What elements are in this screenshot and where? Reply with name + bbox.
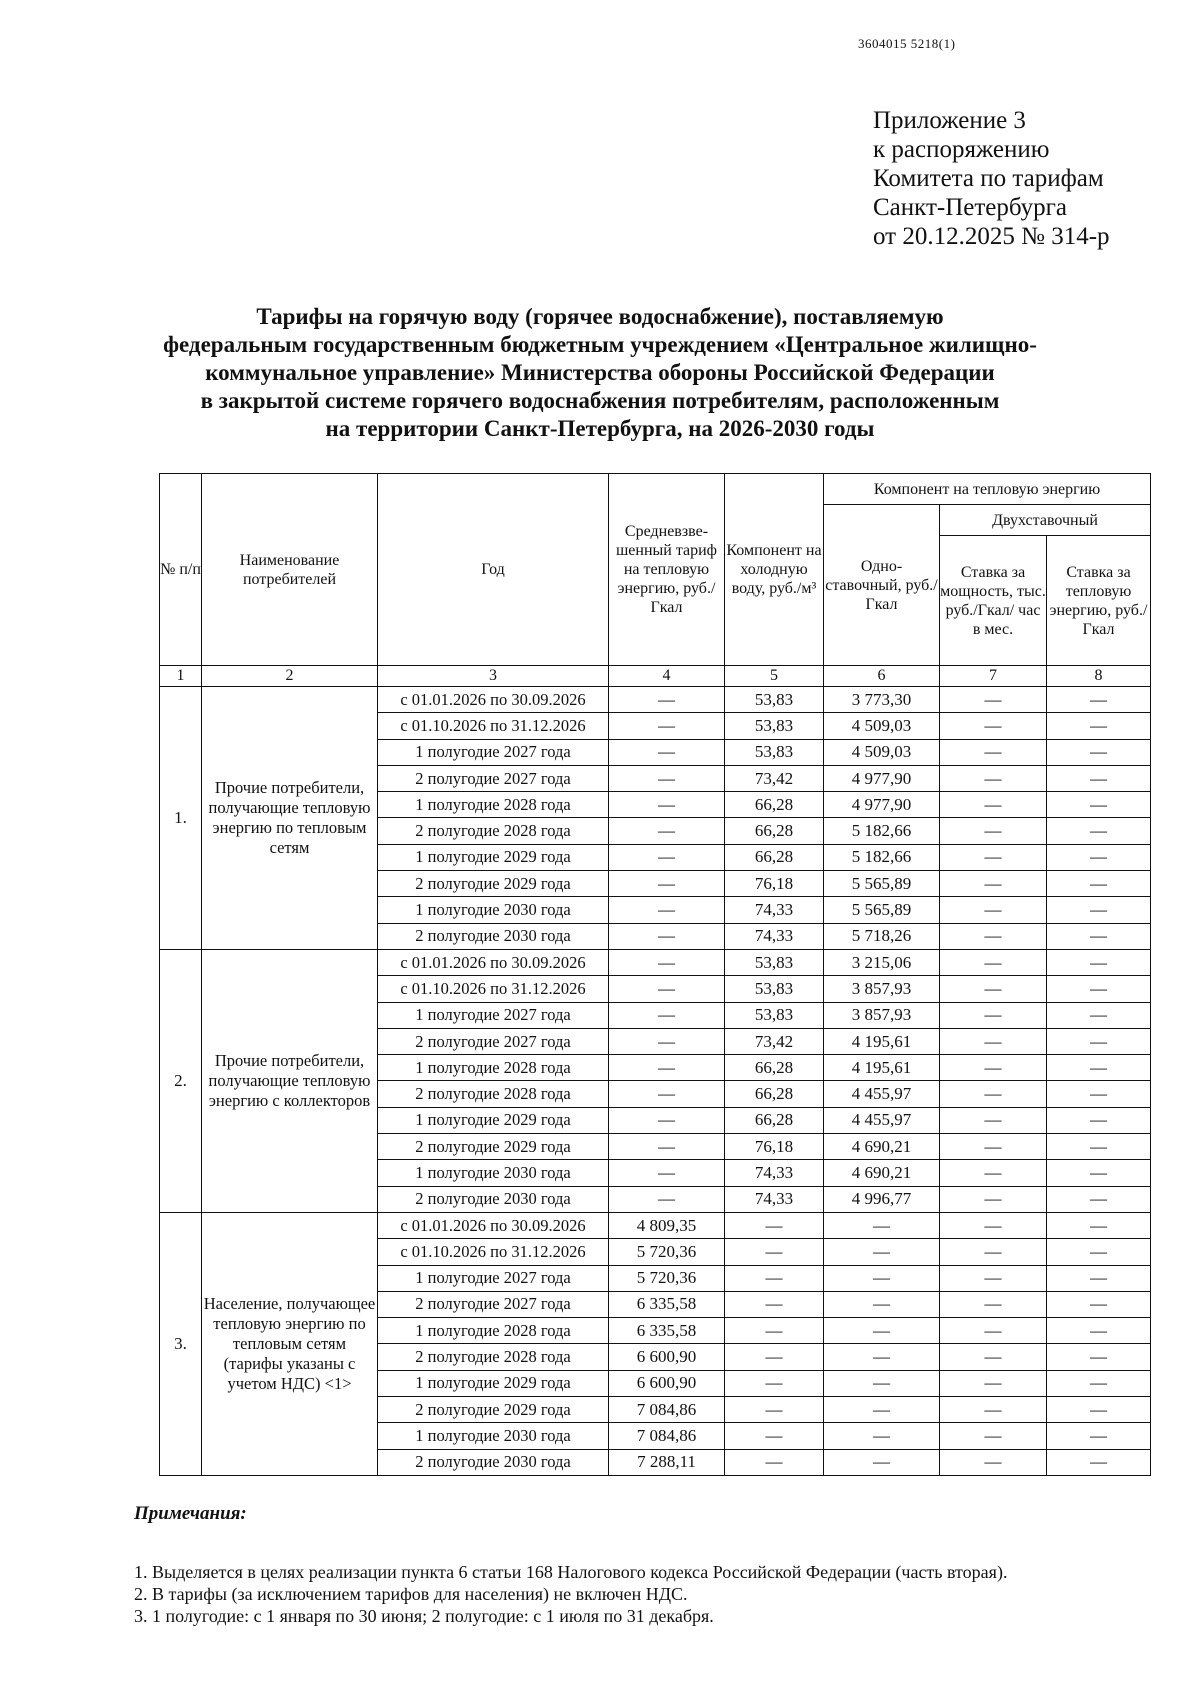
period-cell: с 01.10.2026 по 31.12.2026: [378, 976, 609, 1002]
energy-rate-cell: —: [1047, 1055, 1151, 1081]
header-single-rate: Одно-ставочный, руб./Гкал: [824, 505, 940, 666]
cold-water-cell: 66,28: [725, 818, 824, 844]
note-item: 3. 1 полугодие: с 1 января по 30 июня; 2 полугодие: с 1 июля по 31 декабря.: [134, 1606, 714, 1626]
cold-water-cell: —: [725, 1318, 824, 1344]
table-row: [160, 1212, 1151, 1238]
header-energy-rate: Ставка за тепловую энергию, руб./Гкал: [1047, 536, 1151, 666]
capacity-rate-cell: —: [940, 1160, 1047, 1186]
cold-water-cell: —: [725, 1397, 824, 1423]
group-number-cell: 3.: [160, 1212, 202, 1475]
period-cell: с 01.10.2026 по 31.12.2026: [378, 1239, 609, 1265]
cold-water-cell: —: [725, 1291, 824, 1317]
weighted-tariff-cell: —: [609, 687, 725, 713]
energy-rate-cell: —: [1047, 1212, 1151, 1238]
single-rate-cell: 4 977,90: [824, 765, 940, 791]
column-number: 8: [1047, 666, 1151, 687]
group-number-cell: 2.: [160, 949, 202, 1212]
header-two-rate: Двухставочный: [940, 505, 1151, 536]
single-rate-cell: —: [824, 1423, 940, 1449]
period-cell: 1 полугодие 2029 года: [378, 1107, 609, 1133]
cold-water-cell: 73,42: [725, 1028, 824, 1054]
capacity-rate-cell: —: [940, 1028, 1047, 1054]
period-cell: 2 полугодие 2027 года: [378, 1028, 609, 1054]
period-cell: 1 полугодие 2029 года: [378, 844, 609, 870]
capacity-rate-cell: —: [940, 1055, 1047, 1081]
single-rate-cell: —: [824, 1397, 940, 1423]
weighted-tariff-cell: 5 720,36: [609, 1265, 725, 1291]
energy-rate-cell: —: [1047, 976, 1151, 1002]
capacity-rate-cell: —: [940, 1239, 1047, 1265]
energy-rate-cell: —: [1047, 949, 1151, 975]
title-line: Тарифы на горячую воду (горячее водоснабжение), поставляемую: [256, 304, 944, 329]
cold-water-cell: —: [725, 1423, 824, 1449]
header-capacity-rate: Ставка за мощность, тыс. руб./Гкал/ час в мес.: [940, 536, 1047, 666]
period-cell: с 01.01.2026 по 30.09.2026: [378, 687, 609, 713]
weighted-tariff-cell: 7 288,11: [609, 1449, 725, 1475]
period-cell: 1 полугодие 2027 года: [378, 739, 609, 765]
period-cell: 1 полугодие 2030 года: [378, 1423, 609, 1449]
cold-water-cell: 76,18: [725, 1134, 824, 1160]
energy-rate-cell: —: [1047, 818, 1151, 844]
weighted-tariff-cell: —: [609, 739, 725, 765]
energy-rate-cell: —: [1047, 897, 1151, 923]
single-rate-cell: —: [824, 1265, 940, 1291]
period-cell: с 01.01.2026 по 30.09.2026: [378, 1212, 609, 1238]
single-rate-cell: 3 215,06: [824, 949, 940, 975]
period-cell: 2 полугодие 2030 года: [378, 1186, 609, 1212]
capacity-rate-cell: —: [940, 1344, 1047, 1370]
energy-rate-cell: —: [1047, 1002, 1151, 1028]
cold-water-cell: 74,33: [725, 1186, 824, 1212]
capacity-rate-cell: —: [940, 687, 1047, 713]
energy-rate-cell: —: [1047, 1423, 1151, 1449]
cold-water-cell: 53,83: [725, 739, 824, 765]
period-cell: 1 полугодие 2028 года: [378, 792, 609, 818]
energy-rate-cell: —: [1047, 792, 1151, 818]
document-title: [60, 303, 1140, 443]
weighted-tariff-cell: 6 335,58: [609, 1318, 725, 1344]
energy-rate-cell: —: [1047, 1186, 1151, 1212]
single-rate-cell: 4 509,03: [824, 713, 940, 739]
weighted-tariff-cell: 4 809,35: [609, 1212, 725, 1238]
header-heat-component: Компонент на тепловую энергию: [824, 474, 1151, 505]
header-weighted-tariff: Средневзве-шенный тариф на тепловую энергию, руб./Гкал: [609, 474, 725, 666]
energy-rate-cell: —: [1047, 1449, 1151, 1475]
weighted-tariff-cell: —: [609, 1107, 725, 1133]
cold-water-cell: 74,33: [725, 1160, 824, 1186]
cold-water-cell: —: [725, 1265, 824, 1291]
note-item: 1. Выделяется в целях реализации пункта 6 статьи 168 Налогового кодекса Российской Федерации (часть вторая).: [134, 1562, 1008, 1582]
energy-rate-cell: —: [1047, 1344, 1151, 1370]
energy-rate-cell: —: [1047, 1160, 1151, 1186]
single-rate-cell: 4 195,61: [824, 1028, 940, 1054]
capacity-rate-cell: —: [940, 765, 1047, 791]
notes-block: [134, 1503, 1007, 1627]
period-cell: 2 полугодие 2030 года: [378, 1449, 609, 1475]
period-cell: 1 полугодие 2028 года: [378, 1318, 609, 1344]
weighted-tariff-cell: —: [609, 1160, 725, 1186]
weighted-tariff-cell: —: [609, 1002, 725, 1028]
group-number-cell: 1.: [160, 687, 202, 950]
column-number: 6: [824, 666, 940, 687]
weighted-tariff-cell: 7 084,86: [609, 1423, 725, 1449]
column-numbers-row: [160, 666, 1151, 687]
cold-water-cell: —: [725, 1212, 824, 1238]
single-rate-cell: 5 182,66: [824, 818, 940, 844]
energy-rate-cell: —: [1047, 1028, 1151, 1054]
period-cell: 2 полугодие 2029 года: [378, 1134, 609, 1160]
capacity-rate-cell: —: [940, 1423, 1047, 1449]
weighted-tariff-cell: —: [609, 1055, 725, 1081]
capacity-rate-cell: —: [940, 923, 1047, 949]
period-cell: 2 полугодие 2030 года: [378, 923, 609, 949]
cold-water-cell: 66,28: [725, 1055, 824, 1081]
single-rate-cell: 4 977,90: [824, 792, 940, 818]
weighted-tariff-cell: —: [609, 923, 725, 949]
energy-rate-cell: —: [1047, 1265, 1151, 1291]
single-rate-cell: 5 182,66: [824, 844, 940, 870]
annex-line: к распоряжению: [873, 136, 1050, 163]
single-rate-cell: —: [824, 1449, 940, 1475]
period-cell: 2 полугодие 2028 года: [378, 818, 609, 844]
capacity-rate-cell: —: [940, 713, 1047, 739]
period-cell: с 01.01.2026 по 30.09.2026: [378, 949, 609, 975]
capacity-rate-cell: —: [940, 1291, 1047, 1317]
annex-line: от 20.12.2025 № 314-р: [873, 223, 1110, 250]
column-number: 7: [940, 666, 1047, 687]
energy-rate-cell: —: [1047, 1370, 1151, 1396]
note-item: 2. В тарифы (за исключением тарифов для населения) не включен НДС.: [134, 1584, 688, 1604]
single-rate-cell: —: [824, 1370, 940, 1396]
annex-line: Санкт-Петербурга: [873, 194, 1068, 221]
energy-rate-cell: —: [1047, 713, 1151, 739]
column-number: 5: [725, 666, 824, 687]
tariff-table: [159, 473, 1151, 1476]
cold-water-cell: 53,83: [725, 1002, 824, 1028]
cold-water-cell: 53,83: [725, 949, 824, 975]
period-cell: 2 полугодие 2029 года: [378, 871, 609, 897]
column-number: 1: [160, 666, 202, 687]
column-number: 3: [378, 666, 609, 687]
cold-water-cell: —: [725, 1344, 824, 1370]
table-body: [160, 687, 1151, 1476]
weighted-tariff-cell: —: [609, 897, 725, 923]
single-rate-cell: —: [824, 1239, 940, 1265]
capacity-rate-cell: —: [940, 897, 1047, 923]
capacity-rate-cell: —: [940, 1081, 1047, 1107]
cold-water-cell: 74,33: [725, 897, 824, 923]
energy-rate-cell: —: [1047, 1239, 1151, 1265]
cold-water-cell: 66,28: [725, 1107, 824, 1133]
single-rate-cell: 5 718,26: [824, 923, 940, 949]
single-rate-cell: 4 690,21: [824, 1134, 940, 1160]
energy-rate-cell: —: [1047, 871, 1151, 897]
period-cell: 2 полугодие 2027 года: [378, 1291, 609, 1317]
weighted-tariff-cell: —: [609, 792, 725, 818]
period-cell: 1 полугодие 2027 года: [378, 1002, 609, 1028]
energy-rate-cell: —: [1047, 1291, 1151, 1317]
weighted-tariff-cell: —: [609, 976, 725, 1002]
title-line: на территории Санкт-Петербурга, на 2026-2030 годы: [325, 416, 875, 441]
cold-water-cell: 53,83: [725, 976, 824, 1002]
capacity-rate-cell: —: [940, 844, 1047, 870]
annex-line: Приложение 3: [873, 107, 1026, 134]
capacity-rate-cell: —: [940, 1449, 1047, 1475]
weighted-tariff-cell: 7 084,86: [609, 1397, 725, 1423]
period-cell: 1 полугодие 2030 года: [378, 897, 609, 923]
energy-rate-cell: —: [1047, 844, 1151, 870]
cold-water-cell: —: [725, 1449, 824, 1475]
cold-water-cell: 66,28: [725, 1081, 824, 1107]
capacity-rate-cell: —: [940, 1107, 1047, 1133]
column-number: 4: [609, 666, 725, 687]
period-cell: 1 полугодие 2030 года: [378, 1160, 609, 1186]
capacity-rate-cell: —: [940, 949, 1047, 975]
single-rate-cell: 4 195,61: [824, 1055, 940, 1081]
capacity-rate-cell: —: [940, 1002, 1047, 1028]
capacity-rate-cell: —: [940, 792, 1047, 818]
capacity-rate-cell: —: [940, 871, 1047, 897]
title-line: коммунальное управление» Министерства обороны Российской Федерации: [205, 360, 995, 385]
period-cell: 1 полугодие 2027 года: [378, 1265, 609, 1291]
table-row: [160, 949, 1151, 975]
header-year: Год: [378, 474, 609, 666]
single-rate-cell: —: [824, 1344, 940, 1370]
capacity-rate-cell: —: [940, 1186, 1047, 1212]
single-rate-cell: —: [824, 1291, 940, 1317]
cold-water-cell: 73,42: [725, 765, 824, 791]
single-rate-cell: 5 565,89: [824, 871, 940, 897]
period-cell: 2 полугодие 2028 года: [378, 1344, 609, 1370]
cold-water-cell: 66,28: [725, 792, 824, 818]
single-rate-cell: 5 565,89: [824, 897, 940, 923]
title-line: федеральным государственным бюджетным учреждением «Центральное жилищно-: [163, 332, 1037, 357]
column-number: 2: [202, 666, 378, 687]
energy-rate-cell: —: [1047, 687, 1151, 713]
weighted-tariff-cell: —: [609, 818, 725, 844]
period-cell: с 01.10.2026 по 31.12.2026: [378, 713, 609, 739]
cold-water-cell: 53,83: [725, 687, 824, 713]
period-cell: 2 полугодие 2029 года: [378, 1397, 609, 1423]
header-consumer: Наименование потребителей: [202, 474, 378, 666]
capacity-rate-cell: —: [940, 1265, 1047, 1291]
weighted-tariff-cell: —: [609, 1134, 725, 1160]
capacity-rate-cell: —: [940, 1318, 1047, 1344]
single-rate-cell: 4 996,77: [824, 1186, 940, 1212]
single-rate-cell: 3 857,93: [824, 1002, 940, 1028]
period-cell: 2 полугодие 2027 года: [378, 765, 609, 791]
single-rate-cell: 4 455,97: [824, 1107, 940, 1133]
header-cold-water-component: Компонент на холодную воду, руб./м³: [725, 474, 824, 666]
annex-line: Комитета по тарифам: [873, 165, 1104, 192]
weighted-tariff-cell: 5 720,36: [609, 1239, 725, 1265]
cold-water-cell: 74,33: [725, 923, 824, 949]
energy-rate-cell: —: [1047, 1107, 1151, 1133]
energy-rate-cell: —: [1047, 739, 1151, 765]
weighted-tariff-cell: 6 600,90: [609, 1370, 725, 1396]
capacity-rate-cell: —: [940, 1397, 1047, 1423]
cold-water-cell: 66,28: [725, 844, 824, 870]
notes-heading: Примечания:: [134, 1503, 247, 1524]
weighted-tariff-cell: —: [609, 1028, 725, 1054]
period-cell: 2 полугодие 2028 года: [378, 1081, 609, 1107]
capacity-rate-cell: —: [940, 1134, 1047, 1160]
capacity-rate-cell: —: [940, 739, 1047, 765]
energy-rate-cell: —: [1047, 1318, 1151, 1344]
cold-water-cell: 53,83: [725, 713, 824, 739]
single-rate-cell: 4 509,03: [824, 739, 940, 765]
single-rate-cell: 4 690,21: [824, 1160, 940, 1186]
energy-rate-cell: —: [1047, 765, 1151, 791]
cold-water-cell: —: [725, 1370, 824, 1396]
cold-water-cell: —: [725, 1239, 824, 1265]
period-cell: 1 полугодие 2029 года: [378, 1370, 609, 1396]
weighted-tariff-cell: —: [609, 949, 725, 975]
capacity-rate-cell: —: [940, 1370, 1047, 1396]
consumer-cell: Прочие потребители, получающие тепловую энергию по тепловым сетям: [202, 687, 378, 950]
energy-rate-cell: —: [1047, 1081, 1151, 1107]
capacity-rate-cell: —: [940, 818, 1047, 844]
weighted-tariff-cell: 6 335,58: [609, 1291, 725, 1317]
cold-water-cell: 76,18: [725, 871, 824, 897]
table-row: [160, 687, 1151, 713]
single-rate-cell: —: [824, 1318, 940, 1344]
consumer-cell: Прочие потребители, получающие тепловую энергию с коллекторов: [202, 949, 378, 1212]
energy-rate-cell: —: [1047, 923, 1151, 949]
weighted-tariff-cell: —: [609, 1186, 725, 1212]
consumer-cell: Население, получающее тепловую энергию по тепловым сетям (тарифы указаны с учетом НДС) <1>: [202, 1212, 378, 1475]
weighted-tariff-cell: —: [609, 1081, 725, 1107]
period-cell: 1 полугодие 2028 года: [378, 1055, 609, 1081]
energy-rate-cell: —: [1047, 1397, 1151, 1423]
energy-rate-cell: —: [1047, 1134, 1151, 1160]
single-rate-cell: 3 857,93: [824, 976, 940, 1002]
title-line: в закрытой системе горячего водоснабжения потребителям, расположенным: [200, 388, 1000, 413]
single-rate-cell: 4 455,97: [824, 1081, 940, 1107]
document-number: 3604015 5218(1): [858, 36, 956, 51]
capacity-rate-cell: —: [940, 976, 1047, 1002]
weighted-tariff-cell: —: [609, 871, 725, 897]
header-num: № п/п: [160, 474, 202, 666]
weighted-tariff-cell: —: [609, 713, 725, 739]
weighted-tariff-cell: —: [609, 765, 725, 791]
weighted-tariff-cell: —: [609, 844, 725, 870]
weighted-tariff-cell: 6 600,90: [609, 1344, 725, 1370]
single-rate-cell: 3 773,30: [824, 687, 940, 713]
single-rate-cell: —: [824, 1212, 940, 1238]
annex-block: [873, 106, 1110, 251]
capacity-rate-cell: —: [940, 1212, 1047, 1238]
